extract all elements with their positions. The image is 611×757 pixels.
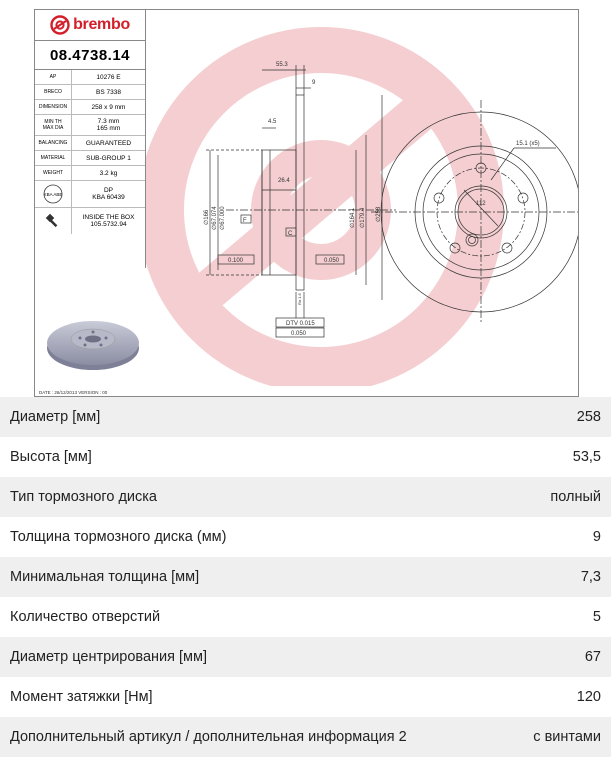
dim-258: ∅258 [376, 206, 382, 222]
datum-f: F [243, 218, 247, 224]
spec-key: WEIGHT [35, 166, 72, 180]
spec-value: GUARANTEED [85, 139, 132, 147]
table-row [0, 477, 611, 517]
pcd-label: 112 [476, 201, 486, 207]
table-row [0, 717, 611, 757]
tol-0-100: 0.100 [228, 258, 244, 264]
kba-badge-text: KBA ABE [43, 191, 63, 197]
row-value: 120 [576, 689, 601, 705]
spec-row [35, 85, 145, 100]
dim-179: ∅179.4 [360, 207, 366, 228]
technical-drawing-sheet [34, 9, 579, 397]
datum-c: C [288, 231, 293, 237]
kba-badge [35, 181, 72, 207]
spec-row [35, 208, 145, 234]
dim-67074: ∅67.074 [212, 206, 218, 230]
row-value: 67 [584, 649, 601, 665]
dim-164: ∅164.1 [350, 207, 356, 228]
part-number: 08.4738.14 [35, 41, 145, 70]
row-label: Количество отверстий [10, 609, 161, 625]
tol-0-050: 0.050 [324, 258, 340, 264]
spec-column [35, 10, 146, 268]
spec-value: BS 7338 [96, 88, 121, 96]
row-label: Дополнительный артикул / дополнительная информация 2 [10, 729, 407, 745]
brake-disc-icon [35, 268, 145, 386]
row-label: Толщина тормозного диска (мм) [10, 529, 227, 545]
brand-logo [35, 10, 145, 41]
dim-4-5: 4.5 [268, 119, 277, 125]
spec-key: DIMENSION [35, 100, 72, 114]
drawing-svg [146, 10, 578, 386]
row-value: 53,5 [572, 449, 601, 465]
row-label: Диаметр центрирования [мм] [10, 649, 208, 665]
row-label: Высота [мм] [10, 449, 92, 465]
row-label: Диаметр [мм] [10, 409, 101, 425]
spec-key: BRECO [35, 85, 72, 99]
spec-row [35, 151, 145, 166]
bolt-icon [45, 213, 61, 229]
row-value: с винтами [533, 729, 601, 745]
brembo-logo-icon [50, 15, 70, 35]
wrench-icon-cell [35, 208, 72, 234]
dim-9: 9 [312, 80, 316, 86]
spec-value: DP KBA 60439 [92, 187, 125, 201]
spec-value: 10276 E [96, 73, 121, 81]
spec-value: 3.2 kg [99, 169, 118, 177]
spec-key: MATERIAL [35, 151, 72, 165]
row-label: Минимальная толщина [мм] [10, 569, 200, 585]
roughness: Ra 1.6 [297, 293, 302, 305]
spec-table [0, 397, 611, 757]
row-label: Тип тормозного диска [10, 489, 157, 505]
table-row [0, 517, 611, 557]
table-row [0, 557, 611, 597]
disc-drawing [146, 10, 578, 386]
spec-key: AP [35, 70, 72, 84]
row-value: 9 [592, 529, 601, 545]
table-row [0, 397, 611, 437]
spec-row [35, 166, 145, 181]
spec-row [35, 70, 145, 85]
spec-row [35, 181, 145, 208]
row-value: 5 [592, 609, 601, 625]
spec-row [35, 136, 145, 151]
table-row [0, 437, 611, 477]
dim-166: ∅166 [204, 209, 210, 225]
row-value: полный [550, 489, 601, 505]
tol-0-050-f: 0.050 [291, 331, 307, 337]
table-row [0, 597, 611, 637]
hole-size: 15.1 (x5) [516, 141, 540, 147]
tol-dtv: DTV 0.015 [286, 321, 315, 327]
disc-photo [35, 268, 145, 386]
dim-55: 55.3 [276, 62, 288, 68]
spec-value: 7.3 mm 165 mm [96, 118, 121, 132]
spec-row [35, 115, 145, 136]
spec-key: BALANCING [35, 136, 72, 150]
spec-value: SUB-GROUP 1 [86, 154, 131, 162]
spec-value: INSIDE THE BOX 105.5732.94 [82, 214, 135, 228]
table-row [0, 677, 611, 717]
dim-67000: ∅67.000 [220, 206, 226, 230]
row-value: 7,3 [580, 569, 601, 585]
row-label: Момент затяжки [Нм] [10, 689, 153, 705]
brand-name: brembo [73, 16, 130, 33]
table-row [0, 637, 611, 677]
spec-key: MIN TH MAX DIA [35, 115, 72, 135]
row-value: 258 [576, 409, 601, 425]
date-version: DATE : 26/12/2013 VERSION : 00 [39, 390, 108, 395]
spec-row [35, 100, 145, 115]
dim-26-4: 26.4 [278, 178, 290, 184]
spec-value: 258 x 9 mm [91, 103, 126, 111]
